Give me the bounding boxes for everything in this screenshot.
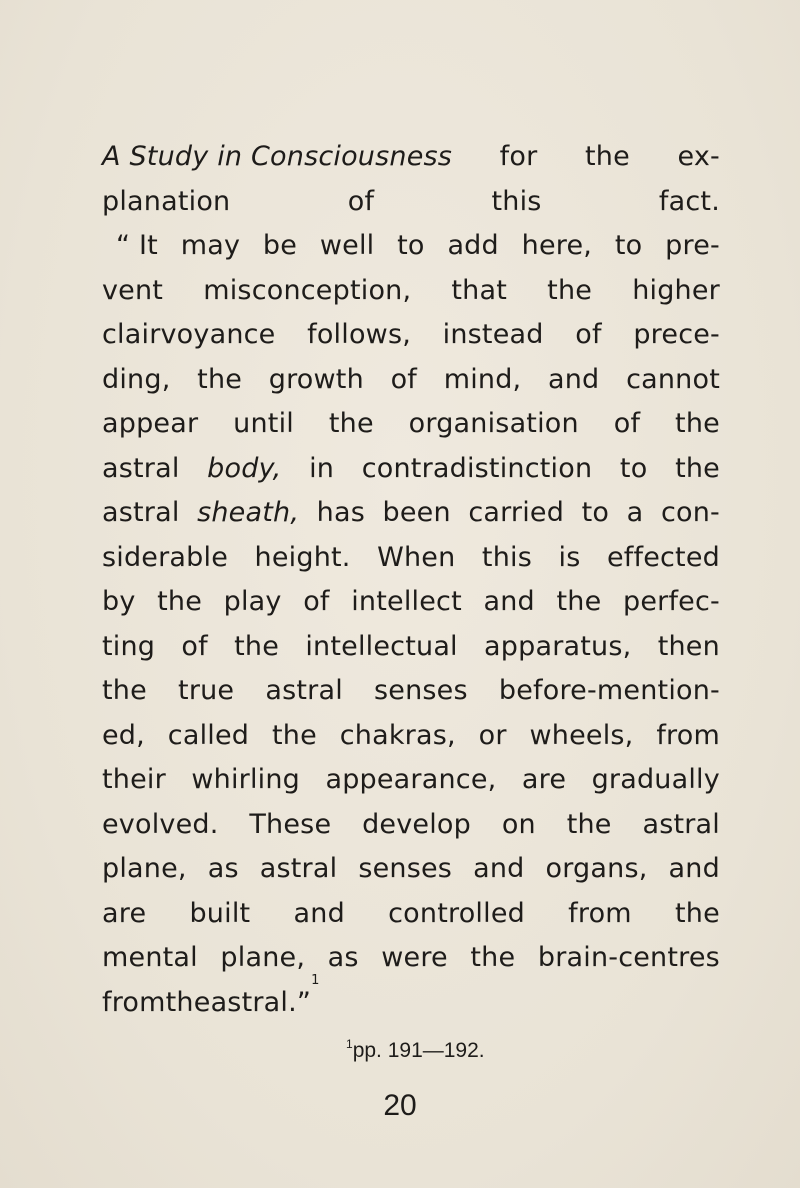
word: is <box>558 541 581 573</box>
text-line <box>102 358 720 403</box>
word: the <box>197 363 243 395</box>
word: contradistinction <box>361 452 593 484</box>
word: are <box>521 764 567 795</box>
word: the <box>675 408 720 439</box>
word: the <box>556 586 602 617</box>
word: as <box>207 853 239 884</box>
word: vent <box>102 274 164 306</box>
word: evolved. <box>102 808 219 840</box>
word: and <box>668 853 720 884</box>
text-line <box>102 936 720 981</box>
word: intellect <box>351 586 462 617</box>
word: sheath, <box>197 497 300 528</box>
word: brain-centres <box>537 942 720 973</box>
word: When <box>377 541 456 573</box>
word: to <box>397 230 425 261</box>
word: to <box>619 452 648 484</box>
word: ting <box>102 630 156 662</box>
word: pre- <box>665 230 720 261</box>
word: on <box>501 808 536 840</box>
text-line <box>102 135 720 180</box>
word: effected <box>606 541 720 573</box>
word: the <box>102 675 147 706</box>
word: follows, <box>307 319 412 350</box>
word: were <box>381 942 448 973</box>
word: of <box>575 319 602 350</box>
text-line <box>102 972 720 1026</box>
word: of <box>303 586 330 617</box>
word: add <box>447 230 499 261</box>
word: clairvoyance <box>102 319 276 350</box>
word: prece- <box>633 319 720 350</box>
word: cannot <box>626 363 720 395</box>
word: ding, <box>102 363 171 395</box>
word: plane, <box>220 942 306 973</box>
word: con- <box>660 497 720 528</box>
text-line <box>102 269 720 314</box>
word: from <box>656 719 720 751</box>
word: whirling <box>191 764 301 795</box>
word: controlled <box>388 897 525 929</box>
word: and <box>483 586 535 617</box>
word: senses <box>358 853 453 884</box>
word: are <box>102 897 147 929</box>
word: carried <box>468 497 565 528</box>
word: mind, <box>443 363 522 395</box>
word: chakras, <box>339 719 456 751</box>
word: here, <box>521 230 593 261</box>
word: until <box>233 408 294 439</box>
word: may <box>180 230 241 261</box>
word: well <box>319 230 375 261</box>
word: has <box>316 497 365 528</box>
word: senses <box>374 675 468 706</box>
word: planation <box>102 185 231 217</box>
word: organs, <box>545 853 648 884</box>
word: the <box>470 942 516 973</box>
footnote <box>346 1038 485 1064</box>
word: the <box>165 986 211 1018</box>
word: ex- <box>677 141 720 172</box>
footnote-marker: 1 <box>346 1037 353 1051</box>
word: A Study in Consciousness <box>102 141 453 172</box>
word: this <box>491 185 542 217</box>
word: appear <box>102 408 199 439</box>
text-line <box>102 892 720 937</box>
text-line <box>102 580 720 625</box>
word: astral.” <box>210 986 312 1018</box>
word: astral <box>642 808 720 840</box>
word: appearance, <box>325 764 497 795</box>
word: to <box>614 230 643 261</box>
word: or <box>478 719 507 751</box>
word: and <box>473 853 525 884</box>
word: ed, <box>102 719 145 751</box>
word: been <box>382 497 451 528</box>
word: astral <box>102 452 180 484</box>
word: the <box>547 274 593 306</box>
word: a <box>626 497 644 528</box>
word: the <box>566 808 612 840</box>
word: and <box>548 363 600 395</box>
word: of <box>347 185 375 217</box>
word: as <box>327 942 359 973</box>
word: the <box>271 719 317 751</box>
word: the <box>585 141 630 172</box>
word: before-mention- <box>498 675 720 706</box>
word: be <box>262 230 298 261</box>
word: of <box>613 408 641 439</box>
word: from <box>102 986 166 1018</box>
word: from <box>568 897 632 929</box>
word: instead <box>442 319 544 350</box>
text-line <box>102 714 720 759</box>
word: siderable <box>102 541 229 573</box>
word: their <box>102 764 166 795</box>
word: “ It <box>116 230 158 261</box>
text-line <box>102 491 720 536</box>
word: in <box>309 452 335 484</box>
word: height. <box>254 541 351 573</box>
word: mental <box>102 942 198 973</box>
word: astral <box>102 497 180 528</box>
word: astral <box>259 853 338 884</box>
word: and <box>293 897 345 929</box>
word: for <box>499 141 538 172</box>
word: body, <box>207 452 282 484</box>
body-text <box>102 135 720 1025</box>
text-line <box>102 224 720 269</box>
text-line <box>102 447 720 492</box>
text-line <box>102 402 720 447</box>
page-number: 20 <box>383 1089 417 1122</box>
word: higher <box>632 274 720 306</box>
word: that <box>451 274 508 306</box>
word: of <box>390 363 418 395</box>
word: of <box>181 630 208 662</box>
footnote-reference: 1 <box>311 972 320 988</box>
text-line <box>102 803 720 848</box>
word: called <box>167 719 250 751</box>
word: misconception, <box>203 274 412 306</box>
word: develop <box>362 808 471 840</box>
word: These <box>249 808 332 840</box>
word: this <box>481 541 532 573</box>
text-line <box>102 669 720 714</box>
word: built <box>189 897 251 929</box>
word: to <box>581 497 610 528</box>
word: the <box>328 408 374 439</box>
text-line <box>102 625 720 670</box>
word: then <box>657 630 720 662</box>
text-line <box>102 180 720 225</box>
word: perfec- <box>623 586 720 617</box>
word: wheels, <box>529 719 634 751</box>
text-line <box>102 313 720 358</box>
word: fact. <box>658 185 720 217</box>
text-line <box>102 536 720 581</box>
word: plane, <box>102 853 187 884</box>
word: the <box>157 586 203 617</box>
word: by <box>102 586 136 617</box>
word: organisation <box>408 408 579 439</box>
text-line <box>102 758 720 803</box>
word: the <box>675 452 720 484</box>
word: gradually <box>591 764 720 795</box>
word: play <box>223 586 282 617</box>
word: the <box>675 897 720 929</box>
word: the <box>234 630 280 662</box>
word: intellectual <box>305 630 458 662</box>
footnote-text: pp. 191—192. <box>352 1039 485 1062</box>
word: true <box>178 675 235 706</box>
word: astral <box>265 675 343 706</box>
text-line <box>102 847 720 892</box>
word: growth <box>268 363 364 395</box>
word: apparatus, <box>484 630 632 662</box>
